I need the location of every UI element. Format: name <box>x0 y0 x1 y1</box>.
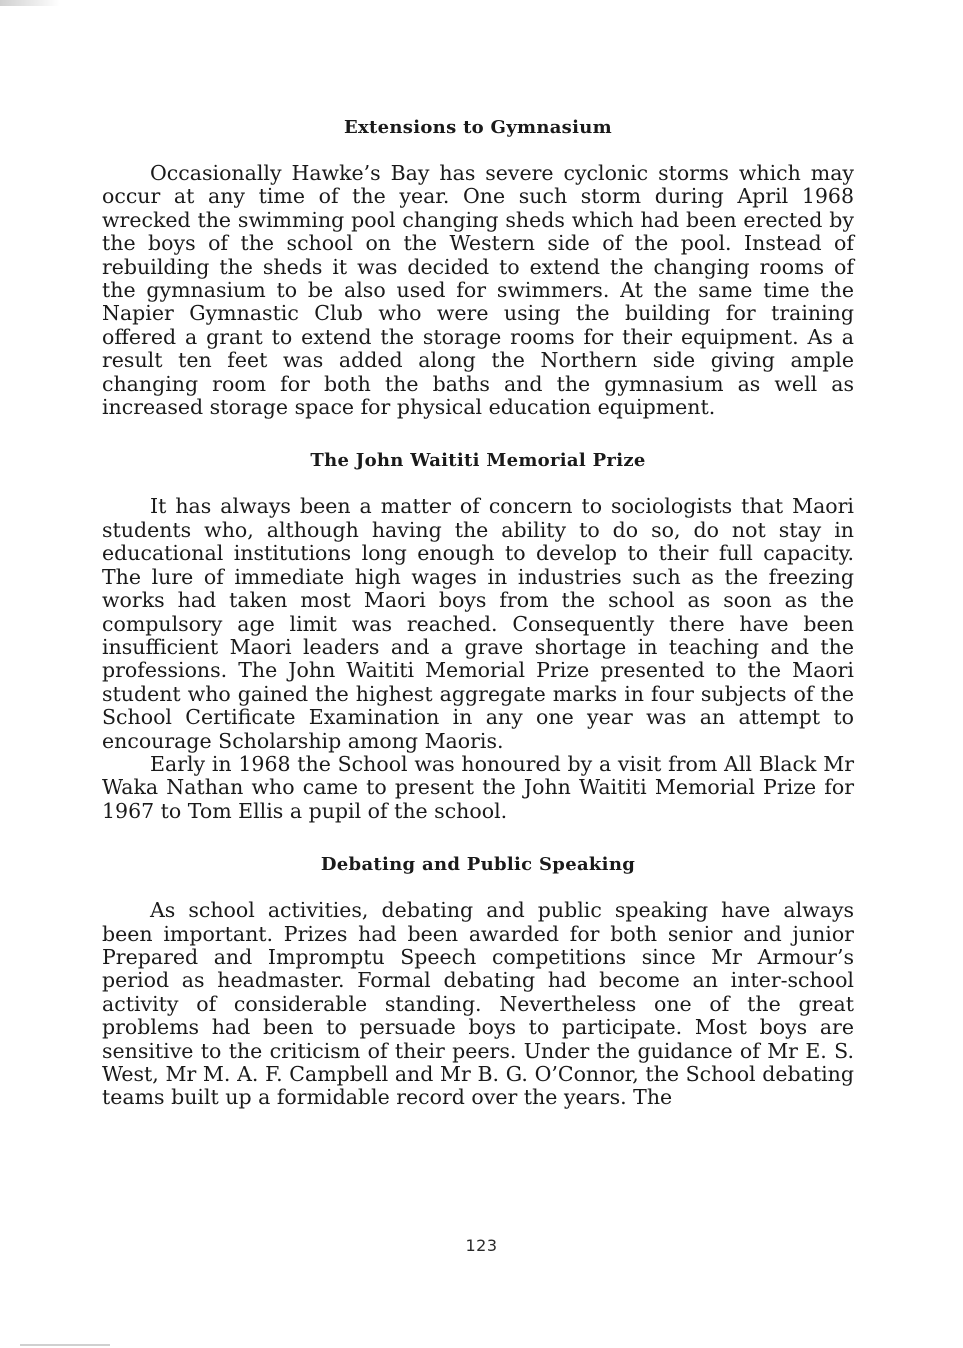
paragraph: Early in 1968 the School was honoured by a visit from All Black Mr Waka Nathan who came to present the John Waititi Memorial Prize for 1967 to Tom Ellis a pupil of the school. <box>102 751 854 823</box>
section-extensions-to-gymnasium <box>102 116 854 419</box>
section-john-waititi-memorial-prize <box>102 449 854 823</box>
scan-edge-mark <box>0 0 60 6</box>
page-number: 123 <box>465 1236 498 1255</box>
section-debating-and-public-speaking <box>102 853 854 1110</box>
paragraph: As school activities, debating and public speaking have always been important. Prizes had been awarded for both senior and junior Prepared and Impromptu Speech competitions since Mr Armour’s period as headmaster. Formal debating had become an inter-school activity of considerable standing. Nevertheless one of the great problems had been to persuade boys to participate. Most boys are sensitive to the criticism of their peers. Under the guidance of Mr E. S. West, Mr M. A. F. Campbell and Mr B. G. O’Connor, the School debating teams built up a formidable record over the years. The <box>102 898 854 1110</box>
section-heading: Extensions to Gymnasium <box>344 117 612 138</box>
section-heading: The John Waititi Memorial Prize <box>310 450 646 472</box>
section-heading: Debating and Public Speaking <box>320 854 636 876</box>
paragraph: Occasionally Hawke’s Bay has severe cyclonic storms which may occur at any time of the year. One such storm during April 1968 wrecked the swimming pool changing sheds which had been erected by the boys of the school on the Western side of the pool. Instead of rebuilding the sheds it was decided to extend the changing rooms of the gymnasium to be also used for swimmers. At the same time the Napier Gymnastic Club who were using the building for training offered a grant to extend the storage rooms for their equipment. As a result ten feet was added along the Northern side giving ample changing room for both the baths and the gymnasium as well as increased storage space for physical education equipment. <box>102 161 854 420</box>
document-page <box>102 116 854 1110</box>
paragraph: It has always been a matter of concern to sociologists that Maori students who, although having the ability to do so, do not stay in educational institutions long enough to develop to their full capacity. The lure of immediate high wages in industries such as the freezing works had taken most Maori boys from the school as soon as the compulsory age limit was reached. Consequently there have been insufficient Maori leaders and a grave shortage in teaching and the professions. The John Waititi Memorial Prize presented to the Maori student who gained the highest aggregate marks in four subjects of the School Certificate Examination in any one year was an attempt to encourage Scholarship among Maoris. <box>102 494 854 753</box>
scan-edge-mark <box>20 1344 110 1346</box>
